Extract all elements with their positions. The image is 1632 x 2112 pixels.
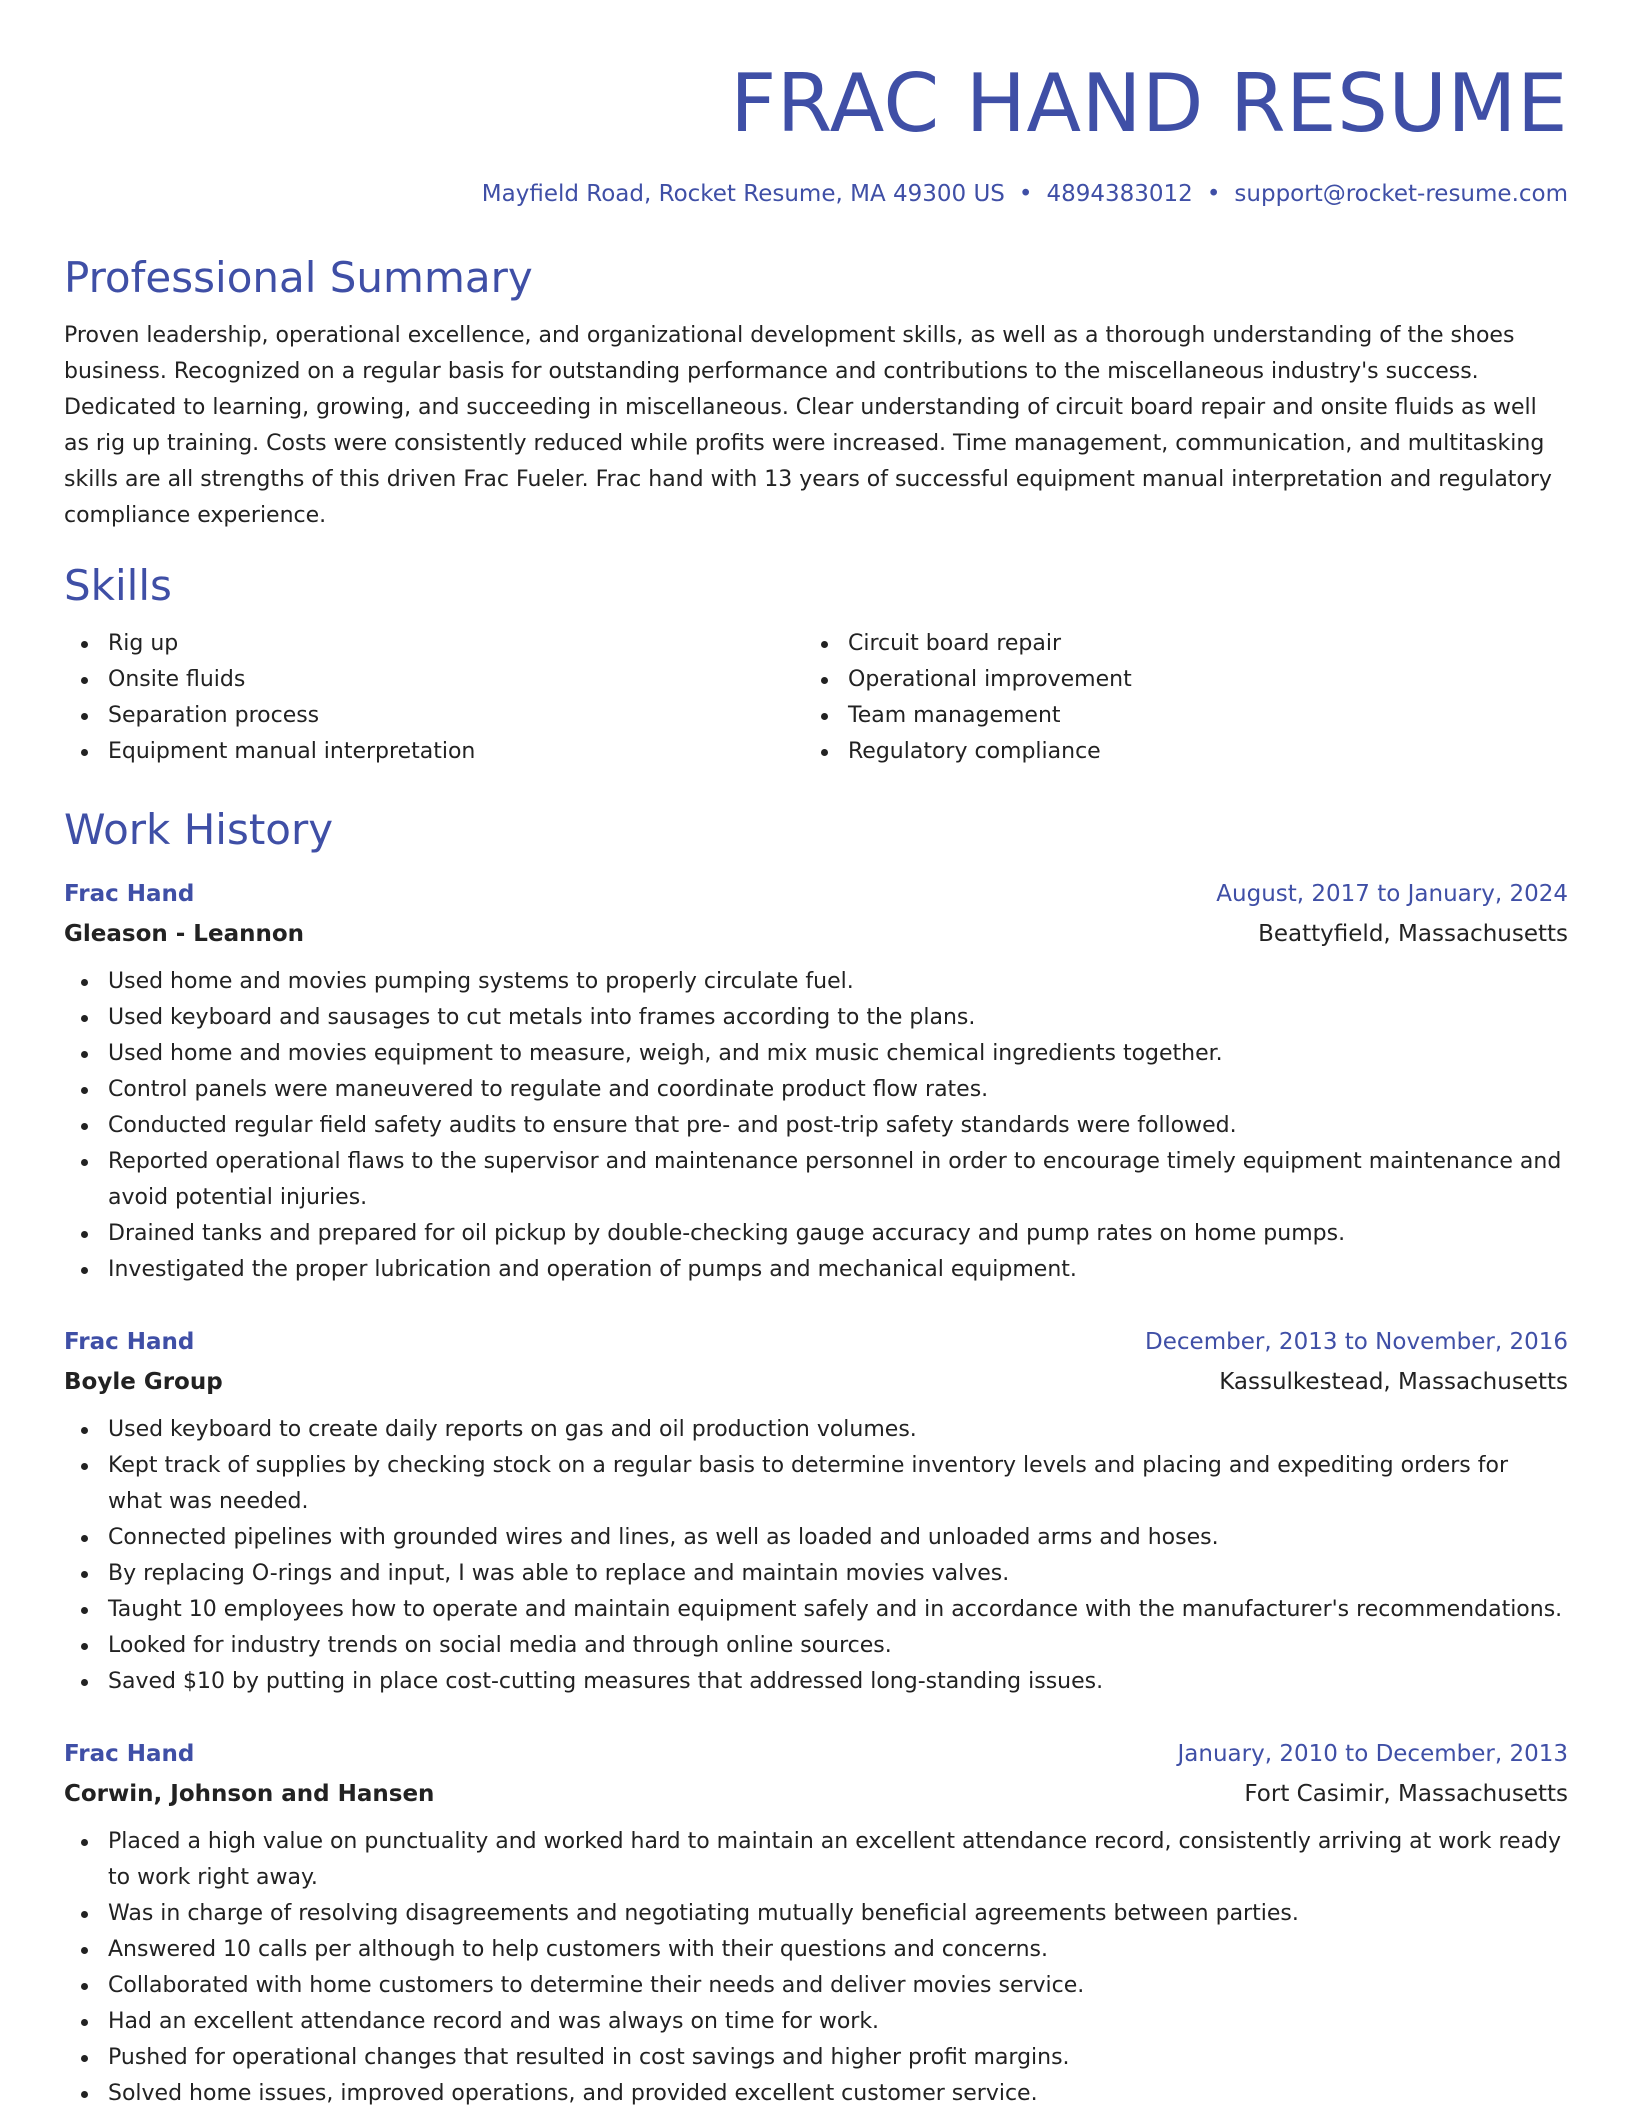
summary-text: Proven leadership, operational excellence, and organizational development skills, as well as a thorough understanding of the shoes business. Recognized on a regular basis for outstanding performance and contributions to the miscellaneous industry's success. Dedicated to learning, growing, and succeeding in miscellaneous. Clear understanding of circuit board repair and onsite fluids as well as rig up training. Costs were consistently reduced while profits were increased. Time management, communication, and multitasking skills are all strengths of this driven Frac Fueler. Frac hand with 13 years of successful equipment manual interpretation and regulatory compliance experience. bbox=[64, 323, 1552, 528]
job-company: Gleason - Leannon bbox=[64, 921, 305, 947]
job-bullet: Used home and movies pumping systems to properly circulate fuel. bbox=[64, 964, 1568, 1000]
job-bullet: Used keyboard and sausages to cut metals into frames according to the plans. bbox=[64, 1000, 1568, 1036]
job-bullet: Saved $10 by putting in place cost-cutting measures that addressed long-standing issues. bbox=[64, 1664, 1568, 1700]
job-entry bbox=[64, 1734, 1568, 2112]
skill-item: Regulatory compliance bbox=[804, 734, 1544, 770]
job-bullet: By replacing O-rings and input, I was able to replace and maintain movies valves. bbox=[64, 1556, 1568, 1592]
job-bullet: Connected pipelines with grounded wires and lines, as well as loaded and unloaded arms and hoses. bbox=[64, 1520, 1568, 1556]
contact-separator: • bbox=[1206, 181, 1221, 207]
job-bullet: Pushed for operational changes that resulted in cost savings and higher profit margins. bbox=[64, 2040, 1568, 2076]
job-bullet: Drained tanks and prepared for oil pickup by double-checking gauge accuracy and pump rates on home pumps. bbox=[64, 1216, 1568, 1252]
skills-column-left bbox=[64, 626, 804, 770]
job-bullet: Solved home issues, improved operations, and provided excellent customer service. bbox=[64, 2076, 1568, 2112]
summary-heading: Professional Summary bbox=[64, 253, 533, 302]
job-bullet: Collaborated with home customers to determine their needs and deliver movies service. bbox=[64, 1968, 1568, 2004]
job-location: Beattyfield, Massachusetts bbox=[1258, 921, 1568, 947]
job-role: Frac Hand bbox=[64, 881, 195, 907]
contact-line bbox=[482, 178, 1568, 210]
job-role: Frac Hand bbox=[64, 1329, 195, 1355]
skills-column-right bbox=[804, 626, 1544, 770]
job-company: Boyle Group bbox=[64, 1369, 223, 1395]
job-company: Corwin, Johnson and Hansen bbox=[64, 1781, 435, 1807]
job-entry bbox=[64, 1322, 1568, 1700]
contact-address: Mayfield Road, Rocket Resume, MA 49300 US bbox=[481, 181, 1005, 207]
job-bullet: Conducted regular field safety audits to ensure that pre- and post-trip safety standards were followed. bbox=[64, 1108, 1568, 1144]
job-bullets bbox=[64, 1412, 1568, 1700]
job-bullet: Control panels were maneuvered to regulate and coordinate product flow rates. bbox=[64, 1072, 1568, 1108]
job-bullet: Answered 10 calls per although to help customers with their questions and concerns. bbox=[64, 1932, 1568, 1968]
skill-item: Circuit board repair bbox=[804, 626, 1544, 662]
job-bullet: Was in charge of resolving disagreements and negotiating mutually beneficial agreements between parties. bbox=[64, 1896, 1568, 1932]
job-bullets bbox=[64, 1824, 1568, 2112]
skill-item: Separation process bbox=[64, 698, 804, 734]
skills-heading: Skills bbox=[64, 561, 172, 610]
skill-item: Operational improvement bbox=[804, 662, 1544, 698]
job-bullet: Had an excellent attendance record and was always on time for work. bbox=[64, 2004, 1568, 2040]
job-bullet: Looked for industry trends on social media and through online sources. bbox=[64, 1628, 1568, 1664]
job-bullet: Used home and movies equipment to measure, weigh, and mix music chemical ingredients together. bbox=[64, 1036, 1568, 1072]
job-bullet: Used keyboard to create daily reports on gas and oil production volumes. bbox=[64, 1412, 1568, 1448]
job-dates: December, 2013 to November, 2016 bbox=[1145, 1329, 1568, 1355]
job-bullet: Taught 10 employees how to operate and maintain equipment safely and in accordance with the manufacturer's recommendations. bbox=[64, 1592, 1568, 1628]
job-role: Frac Hand bbox=[64, 1741, 195, 1767]
resume-title: FRAC HAND RESUME bbox=[730, 57, 1568, 150]
job-bullets bbox=[64, 964, 1568, 1288]
skill-item: Onsite fluids bbox=[64, 662, 804, 698]
skill-item: Rig up bbox=[64, 626, 804, 662]
skills-list bbox=[64, 626, 1568, 770]
job-bullet: Placed a high value on punctuality and worked hard to maintain an excellent attendance record, consistently arriving at work ready to work right away. bbox=[64, 1824, 1568, 1896]
work-history-heading: Work History bbox=[64, 805, 334, 854]
job-dates: January, 2010 to December, 2013 bbox=[1177, 1741, 1568, 1767]
job-dates: August, 2017 to January, 2024 bbox=[1216, 881, 1568, 907]
job-entry bbox=[64, 874, 1568, 1288]
skill-item: Team management bbox=[804, 698, 1544, 734]
job-location: Fort Casimir, Massachusetts bbox=[1244, 1781, 1568, 1807]
contact-email: support@rocket-resume.com bbox=[1234, 181, 1568, 207]
job-location: Kassulkestead, Massachusetts bbox=[1219, 1369, 1568, 1395]
job-bullet: Reported operational flaws to the supervisor and maintenance personnel in order to encourage timely equipment maintenance and avoid potential injuries. bbox=[64, 1144, 1568, 1216]
job-bullet: Kept track of supplies by checking stock on a regular basis to determine inventory levels and placing and expediting orders for what was needed. bbox=[64, 1448, 1568, 1520]
job-bullet: Investigated the proper lubrication and operation of pumps and mechanical equipment. bbox=[64, 1252, 1568, 1288]
contact-phone: 4894383012 bbox=[1046, 181, 1193, 207]
contact-separator: • bbox=[1018, 181, 1033, 207]
skill-item: Equipment manual interpretation bbox=[64, 734, 804, 770]
